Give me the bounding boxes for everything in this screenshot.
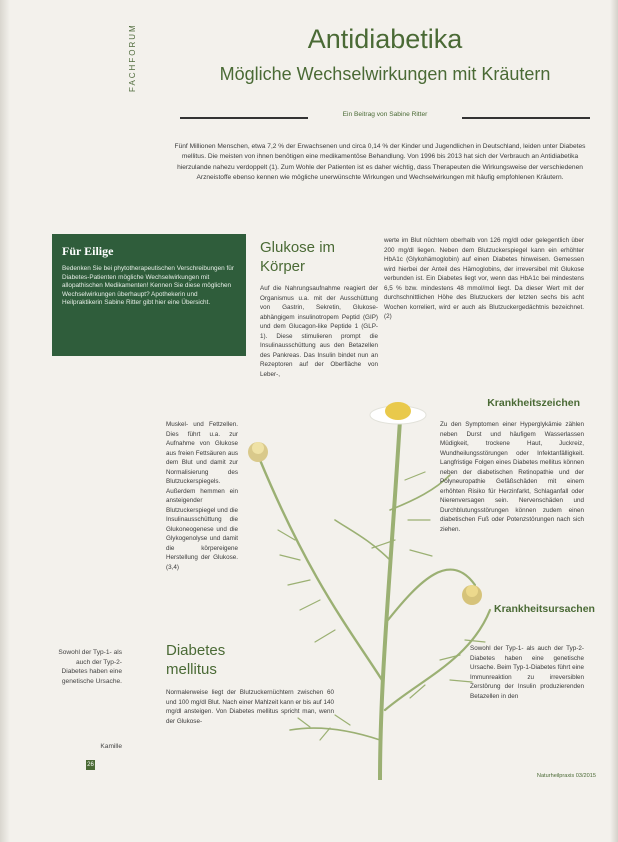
- page-edge-shadow: [610, 0, 618, 842]
- krankheitszeichen-text: Zu den Symptomen einer Hyperglykämie zählen neben Durst und häufigem Wasserlassen Müdigkeit, trockene Haut, Juckreiz, Wundheilungsstörungen oder Infektanfälligkeit. Langfristige Folgen eines Diabetes mellitus können neben der diabetischen Retinopathie und der Polyneuropathie Gefäßschäden mit einem erhöhten Risiko für Herzinfarkt, Schlaganfall oder Nierenversagen sein. Nervenschäden und Durchblutungsstörungen können zudem einen diabetischen Fuß oder Potenzstörungen nach sich ziehen.: [440, 421, 584, 533]
- heading-glukose: Glukose im Körper: [260, 239, 336, 275]
- blutzucker-text: werte im Blut nüchtern oberhalb von 126 mg/dl oder gelegentlich über 200 mg/dl liegen. Neben dem Blutzuckerspiegel kann ein erhöhter HbA1c (Glykohämoglobin) auf einen Diabetes hinweisen. Gemessen wird hierbei der Anteil des Hämoglobins, der irreversibel mit Glukose verbunden ist. Ein Diabetes liegt vor, wenn das HbA1c bei mindestens 6,5 % bzw. mindestens 48 mmol/mol liegt. Da dieser Wert mit der durchschnittlichen Höhe des Blutzuckers der letzten sechs bis acht Wochen korreliert, wird er auch als Blutzuckergedächtnis bezeichnet. (2): [384, 237, 584, 320]
- heading-krankheitsursachen: Krankheitsursachen: [494, 603, 595, 615]
- glukose-text-narrow: Muskel- und Fettzellen. Dies führt u.a. zur Aufnahme von Glukose aus freien Fettsäuren aus dem Blut und damit zur Normalisierung des Blutzuckerspiegels. Außerdem hemmen ein ansteigender Blutzuckerspiegel und die Insulinausschüttung die Glukoneogenese und die Glykogenolyse und damit die körpereigene Herstellung der Glukose. (3,4): [166, 421, 238, 571]
- krankheitsursachen-text: Sowohl der Typ-1- als auch der Typ-2-Diabetes haben eine genetische Ursache. Beim Typ-1-Diabetes führt eine Immunreaktion zu irreversiblen Zerstörung der Insulin produzierenden Betazellen in den: [470, 645, 584, 700]
- journal-footer: Naturheilpraxis 03/2015: [536, 773, 596, 779]
- image-caption: Kamille: [100, 743, 122, 750]
- heading-krankheitszeichen: Krankheitszeichen: [487, 397, 580, 409]
- summary-box-heading: Für Eilige: [62, 244, 114, 258]
- glukose-text-top: Auf die Nahrungsaufnahme reagiert der Organismus u.a. mit der Ausschüttung von Gastrin, Sekretin, Glukose-abhängigem insulinotropem Peptid (GIP) und dem Glucagon-like Peptide 1 (GLP-1). Diese stimulieren prompt die Insulinausschüttung aus den Betazellen des Pankreas. Das Insulin bindet nun an Rezeptoren auf der Oberfläche von Leber-,: [260, 285, 378, 378]
- heading-diabetes: Diabetes mellitus: [166, 642, 226, 678]
- intro-paragraph: Fünf Millionen Menschen, etwa 7,2 % der Erwachsenen und circa 0,14 % der Kinder und Jugendlichen in Deutschland, leiden unter Diabetes mellitus. Die meisten von ihnen benötigen eine medikamentöse Behandlung. Von 1996 bis 2013 hat sich der Verbrauch an Antidiabetika hierzulande nahezu verdoppelt (1). Zum Wohle der Patienten ist es daher wichtig, dass Therapeuten die Wirkungsweise der verschiedenen Arzneistoffe ebenso kennen wie mögliche unerwünschte Wirkungen und Wechselwirkungen mit häufig empfohlenen Kräutern.: [174, 143, 586, 182]
- chamomile-bud-right: [462, 585, 482, 605]
- byline-rule-left: [180, 117, 308, 119]
- chamomile-flower-top: [370, 402, 426, 424]
- diabetes-text: Normalerweise liegt der Blutzuckernüchtern zwischen 60 und 100 mg/dl Blut. Nach einer Mahlzeit kann er bis auf 140 mg/dl ansteigen. Von Diabetes mellitus spricht man, wenn der Glukose-: [166, 689, 334, 725]
- summary-box: [52, 234, 246, 356]
- chamomile-bud-left: [248, 442, 268, 462]
- pull-quote: Sowohl der Typ-1- als auch der Typ-2-Diabetes haben eine genetische Ursache.: [58, 649, 122, 685]
- summary-box-text: Bedenken Sie bei phytotherapeutischen Verschreibungen für Diabetes-Patienten mögliche Wechselwirkungen mit allopathischen Medikamenten! Kennen Sie diese möglichen Wechselwirkungen überhaupt? Apothekerin und Heilpraktikerin Sabine Ritter gibt hier eine Übersicht.: [62, 265, 234, 307]
- article-subtitle: Mögliche Wechselwirkungen mit Kräutern: [219, 64, 551, 84]
- byline-text: Ein Beitrag von Sabine Ritter: [342, 111, 428, 118]
- byline-rule-right: [462, 117, 590, 119]
- article-title: Antidiabetika: [307, 24, 463, 54]
- byline: [180, 111, 590, 123]
- page-spine-shadow: [0, 0, 10, 842]
- section-label: FACHFORUM: [128, 23, 137, 92]
- page-number: 26: [87, 762, 94, 768]
